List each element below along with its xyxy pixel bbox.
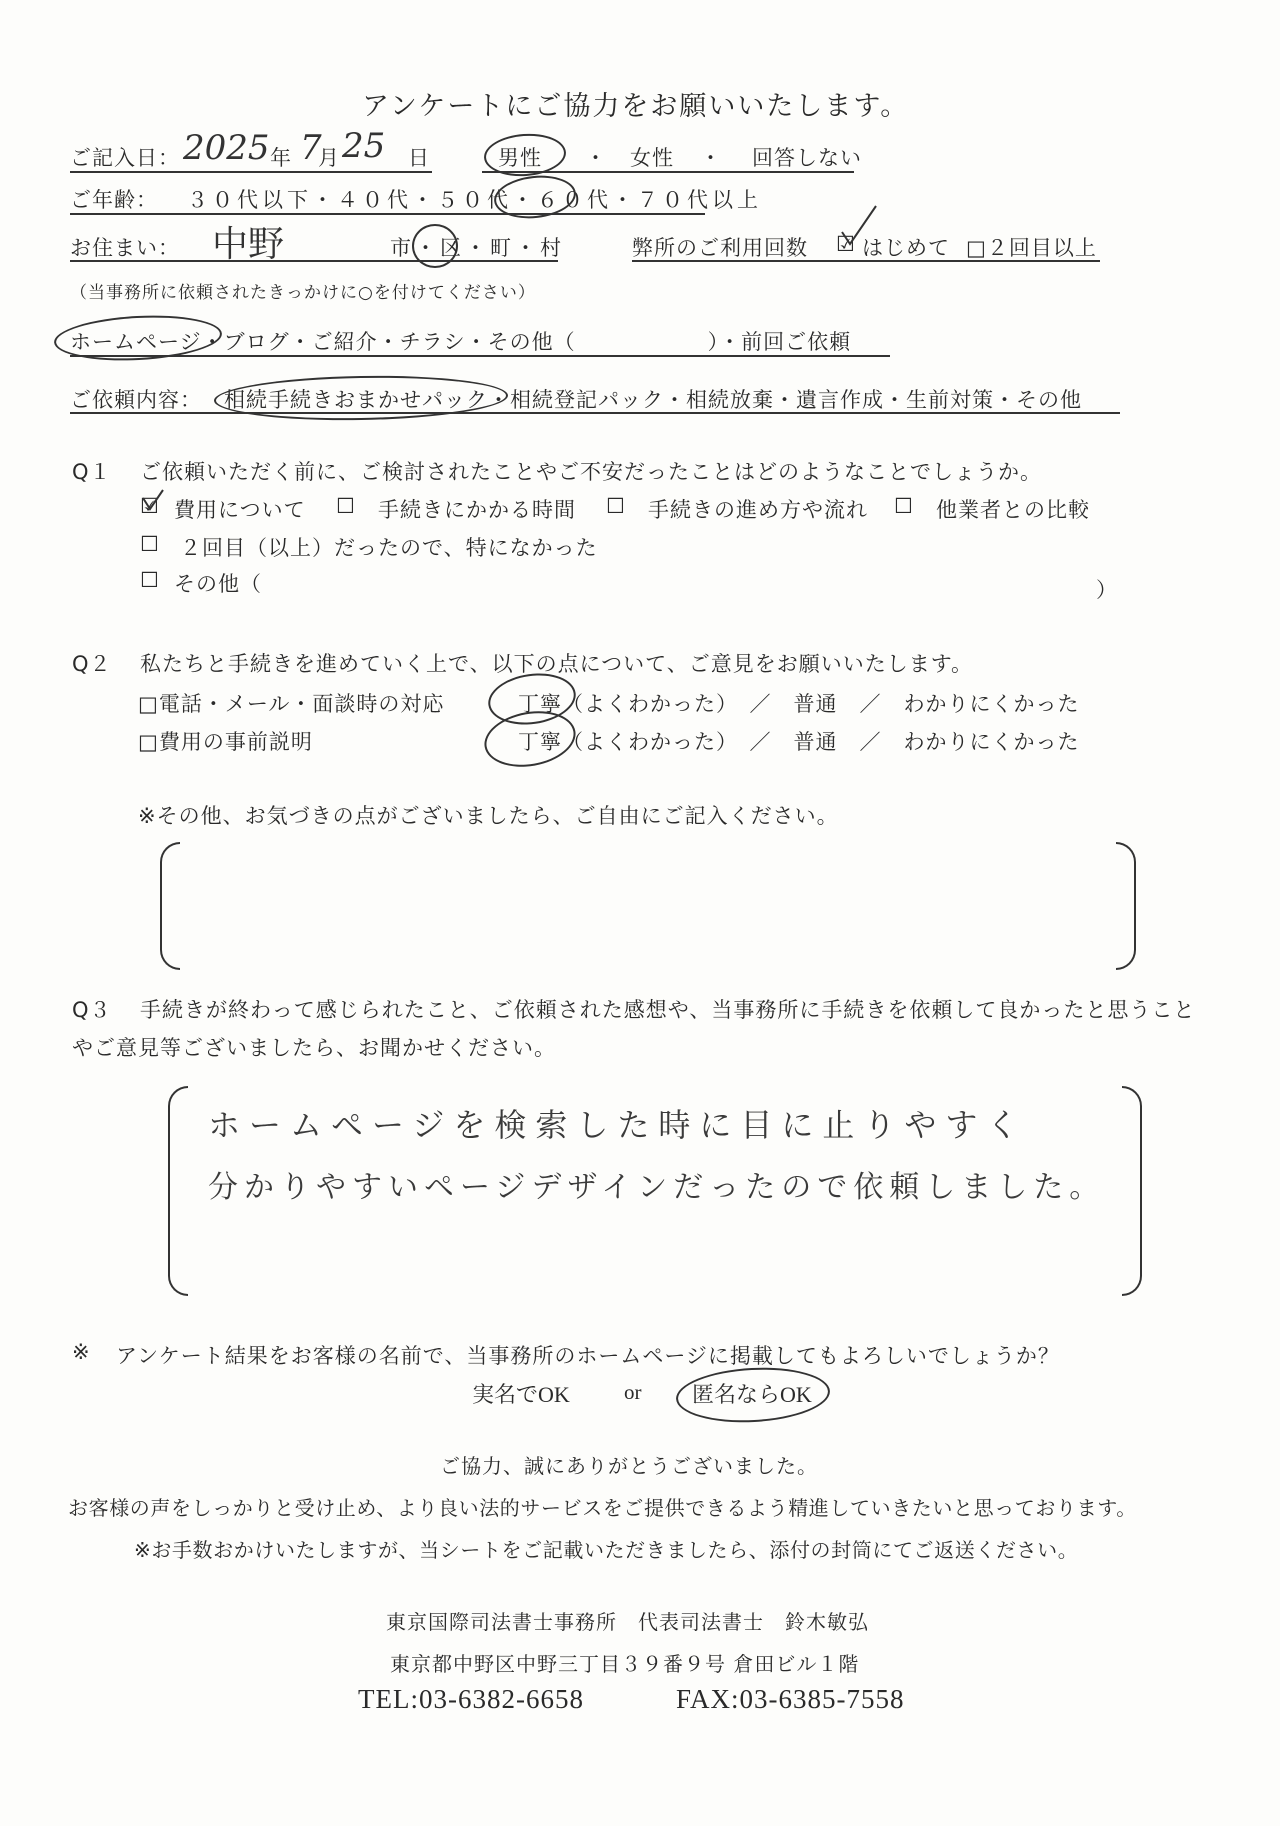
office-name: 東京国際司法書士事務所 代表司法書士 鈴木敏弘 (386, 1610, 869, 1634)
gender-female[interactable]: 女性 (630, 146, 674, 170)
q1-opt5-checkbox[interactable]: ☐ (140, 532, 160, 556)
q2-item1-label: □電話・メール・面談時の対応 (138, 692, 445, 716)
q1-opt2-checkbox[interactable]: ☐ (336, 494, 356, 518)
gender-sep-1: ・ (585, 146, 607, 170)
date-day-value[interactable]: 25 (342, 126, 386, 166)
q1-opt6-checkbox[interactable]: ☐ (140, 568, 160, 592)
q1-number: Q１ (72, 460, 112, 484)
date-year-unit: 年 (270, 146, 292, 170)
trigger-options[interactable]: ホームページ・ブログ・ご紹介・チラシ・その他（ ）・前回ご依頼 (70, 330, 852, 354)
q3-answer-line2[interactable]: 分かりやすいページデザインだったので依頼しました。 (208, 1170, 1106, 1205)
usage-second-option[interactable]: □２回目以上 (966, 236, 1097, 260)
residence-label: お住まい： (70, 236, 180, 260)
usage-first-checkbox[interactable]: ☑ (836, 232, 856, 256)
q2-item2-scale[interactable]: 丁寧（よくわかった） ／ 普通 ／ わかりにくかった (518, 730, 1080, 754)
q3-question-line2: やご意見等ございましたら、お聞かせください。 (72, 1036, 556, 1060)
gender-sep-2: ・ (700, 146, 722, 170)
q1-opt5-label: ２回目（以上）だったので、特になかった (180, 536, 598, 560)
date-day-unit: 日 (408, 146, 430, 170)
q3-number: Q３ (72, 998, 112, 1022)
date-month-unit: 月 (318, 146, 340, 170)
publish-option-anon[interactable]: 匿名ならOK (692, 1382, 812, 1407)
q2-item2-label: □費用の事前説明 (138, 730, 313, 754)
office-address: 東京都中野区中野三丁目３９番９号 倉田ビル１階 (390, 1652, 860, 1676)
residence-value[interactable]: 中野 (212, 224, 285, 265)
age-options[interactable]: ３０代以下・４０代・５０代・６０代・７０代以上 (187, 188, 762, 212)
age-label: ご年齢： (70, 188, 158, 212)
page-title: アンケートにご協力をお願いいたします。 (362, 91, 910, 122)
date-year-value[interactable]: 2025 (183, 128, 270, 168)
publish-or: or (624, 1380, 642, 1404)
q1-opt1-label: 費用について (174, 498, 306, 522)
request-options[interactable]: 相続手続きおまかせパック・相続登記パック・相続放棄・遺言作成・生前対策・その他 (224, 388, 1082, 412)
q1-opt1-checkbox[interactable]: ☑ (140, 494, 160, 518)
q2-question: 私たちと手続きを進めていく上で、以下の点について、ご意見をお願いいたします。 (140, 652, 974, 676)
date-label: ご記入日： (70, 146, 180, 170)
office-fax: FAX:03-6385-7558 (676, 1684, 905, 1714)
publish-question: アンケート結果をお客様の名前で、当事務所のホームページに掲載してもよろしいでしょうか？ (116, 1344, 1060, 1368)
q1-opt3-label: 手続きの進め方や流れ (648, 498, 868, 522)
usage-first-label: はじめて (862, 236, 950, 260)
publish-mark: ※ (72, 1340, 91, 1364)
q2-other-note: ※その他、お気づきの点がございましたら、ご自由にご記入ください。 (138, 804, 839, 828)
office-tel: TEL:03-6382-6658 (358, 1684, 584, 1714)
usage-check-mark (842, 206, 876, 244)
q1-opt4-checkbox[interactable]: ☐ (894, 494, 914, 518)
q1-opt2-label: 手続きにかかる時間 (378, 498, 576, 522)
q1-question: ご依頼いただく前に、ご検討されたことやご不安だったことはどのようなことでしょうか。 (140, 460, 1042, 484)
trigger-note: （当事務所に依頼されたきっかけに○を付けてください） (70, 283, 536, 303)
q2-number: Q２ (72, 652, 112, 676)
date-month-value[interactable]: 7 (300, 128, 322, 168)
q1-opt6-close: ） (1096, 578, 1118, 602)
q1-opt4-label: 他業者との比較 (936, 498, 1090, 522)
q3-answer-line1[interactable]: ホームページを検索した時に目に止りやすく (208, 1106, 1028, 1144)
request-label: ご依頼内容： (70, 388, 202, 412)
closing-thanks: ご協力、誠にありがとうございました。 (440, 1454, 818, 1478)
q1-opt6-label: その他（ (174, 572, 262, 596)
gender-no-answer[interactable]: 回答しない (752, 146, 862, 170)
residence-options[interactable]: 市・区・町・村 (390, 236, 565, 260)
closing-message: お客様の声をしっかりと受け止め、より良い法的サービスをご提供できるよう精進していきたいと思っております。 (68, 1496, 1137, 1520)
q1-opt3-checkbox[interactable]: ☐ (606, 494, 626, 518)
publish-option-real[interactable]: 実名でOK (472, 1382, 570, 1407)
gender-male[interactable]: 男性 (498, 146, 542, 170)
usage-label: 弊所のご利用回数 (632, 236, 808, 260)
q3-question-line1: 手続きが終わって感じられたこと、ご依頼された感想や、当事務所に手続きを依頼して良かったと思うこと (140, 998, 1196, 1022)
q2-item1-scale[interactable]: 丁寧（よくわかった） ／ 普通 ／ わかりにくかった (518, 692, 1080, 716)
closing-return-note: ※お手数おかけいたしますが、当シートをご記載いただきましたら、添付の封筒にてご返送ください。 (134, 1538, 1079, 1562)
q1-check-mark (143, 490, 163, 509)
